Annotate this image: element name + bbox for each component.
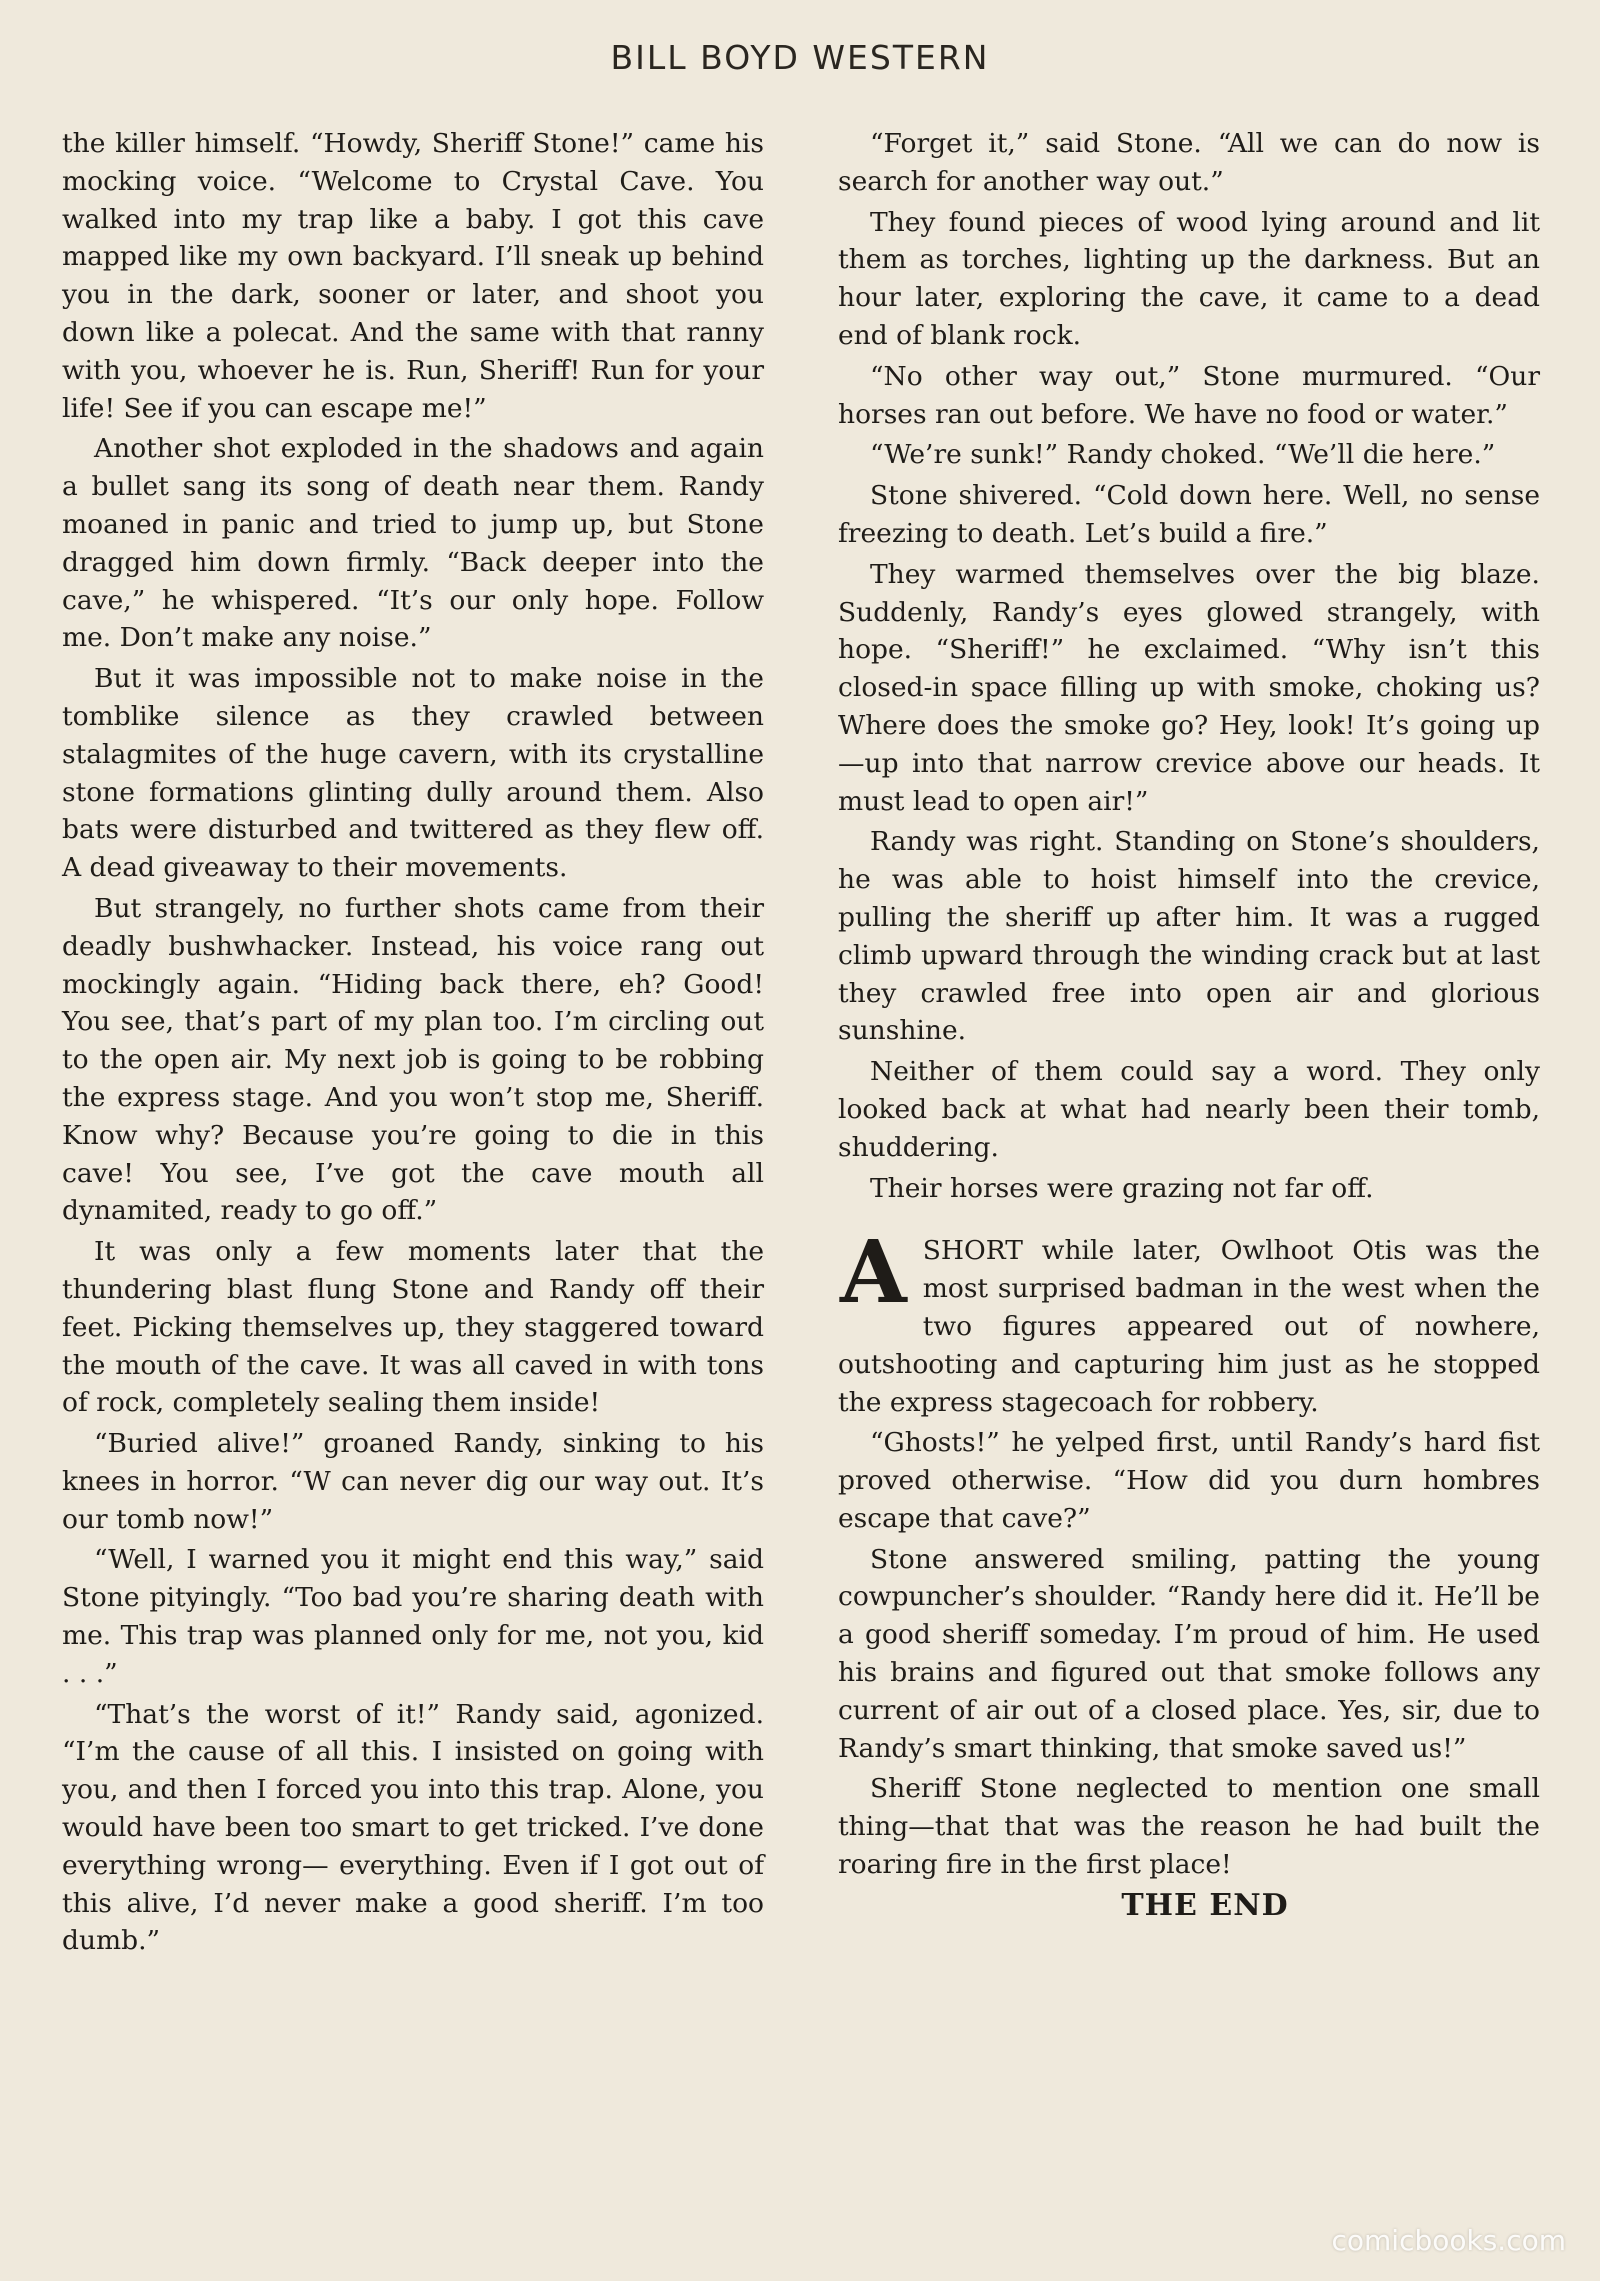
story-paragraph: Neither of them could say a word. They only looked back at what had nearly been their tomb, shuddering. <box>838 1056 1540 1163</box>
story-paragraph: They found pieces of wood lying around and lit them as torches, lighting up the darkness. But an hour later, exploring the cave, it came to a dead end of blank rock. <box>838 206 1540 351</box>
dropcap-paragraph-text: SHORT while later, Owlhoot Otis was the most surprised badman in the west when the two figures appeared out of nowhere, outshooting and capturing him just as he stopped the express stagecoach for robbery. <box>838 1235 1540 1418</box>
dropcap-paragraph <box>838 1222 1540 1421</box>
story-paragraph: Sheriff Stone neglected to mention one small thing—that that was the reason he had built the roaring fire in the first place! <box>838 1773 1540 1881</box>
right-text-column <box>838 125 1540 1928</box>
story-paragraph: “No other way out,” Stone murmured. “Our horses ran out before. We have no food or water.” <box>838 360 1540 430</box>
story-paragraph: Stone shivered. “Cold down here. Well, no sense freezing to death. Let’s build a fire.” <box>838 480 1540 549</box>
story-paragraph: “We’re sunk!” Randy choked. “We’ll die here.” <box>870 439 1496 471</box>
story-paragraph: the killer himself. “Howdy, Sheriff Stone!” came his mocking voice. “Welcome to Crystal Cave. You walked into my trap like a baby. I got this cave mapped like my own backyard. I’ll sneak up behind you in the dark, sooner or later, and shoot you down like a polecat. And the same with that ranny with you, whoever he is. Run, Sheriff! Run for your life! See if you can escape me!” <box>62 128 764 424</box>
story-paragraph: They warmed themselves over the big blaze. Suddenly, Randy’s eyes glowed strangely, with hope. “Sheriff!” he exclaimed. “Why isn’t this closed-in space filling up with smoke, choking us? Where does the smoke go? Hey, look! It’s going up—up into that narrow crevice above our heads. It must lead to open air!” <box>838 558 1540 817</box>
story-paragraph: Another shot exploded in the shadows and again a bullet sang its song of death near them. Randy moaned in panic and tried to jump up, but Stone dragged him down firmly. “Back deeper into the cave,” he whispered. “It’s our only hope. Follow me. Don’t make any noise.” <box>62 433 764 654</box>
story-paragraph: “Ghosts!” he yelped first, until Randy’s hard fist proved otherwise. “How did you durn hombres escape that cave?” <box>838 1427 1540 1534</box>
story-paragraph: It was only a few moments later that the thundering blast flung Stone and Randy off their feet. Picking themselves up, they staggered toward the mouth of the cave. It was all caved in with tons of rock, completely sealing them inside! <box>62 1236 764 1419</box>
the-end-label: THE END <box>1121 1887 1289 1923</box>
left-text-column <box>62 125 764 1963</box>
story-paragraph: But it was impossible not to make noise in the tomblike silence as they crawled between stalagmites of the huge cavern, with its crystalline stone formations glinting dully around them. Also bats were disturbed and twittered as they flew off. A dead giveaway to their movements. <box>62 663 764 884</box>
story-paragraph: Stone answered smiling, patting the young cowpuncher’s shoulder. “Randy here did it. He’ll be a good sheriff someday. I’m proud of him. He used his brains and figured out that smoke follows any current of air out of a closed place. Yes, sir, due to Randy’s smart thinking, that smoke saved us!” <box>838 1543 1540 1764</box>
story-paragraph: “That’s the worst of it!” Randy said, agonized. “I’m the cause of all this. I insisted on going with you, and then I forced you into this trap. Alone, you would have been too smart to get tricked. I’ve done everything wrong— everything. Even if I got out of this alive, I’d never make a good sheriff. I’m too dumb.” <box>62 1698 764 1957</box>
story-paragraph: “Forget it,” said Stone. “All we can do now is search for another way out.” <box>838 128 1540 197</box>
story-paragraph: Randy was right. Standing on Stone’s shoulders, he was able to hoist himself into the crevice, pulling the sheriff up after him. It was a rugged climb upward through the winding crack but at last they crawled free into open air and glorious sunshine. <box>838 826 1540 1047</box>
story-paragraph: “Well, I warned you it might end this way,” said Stone pityingly. “Too bad you’re sharing death with me. This trap was planned only for me, not you, kid . . .” <box>62 1544 764 1689</box>
drop-cap-letter: A <box>840 1222 907 1324</box>
site-watermark: comicbooks.com <box>1331 2224 1566 2257</box>
section-break <box>838 1210 1540 1232</box>
story-paragraph: But strangely, no further shots came from their deadly bushwhacker. Instead, his voice rang out mockingly again. “Hiding back there, eh? Good! You see, that’s part of my plan too. I’m circling out to the open air. My next job is going to be robbing the express stage. And you won’t stop me, Sheriff. Know why? Because you’re going to die in this cave! You see, I’ve got the cave mouth all dynamited, ready to go off.” <box>62 892 764 1227</box>
page-header-title: BILL BOYD WESTERN <box>610 38 990 77</box>
story-paragraph: Their horses were grazing not far off. <box>870 1172 1374 1204</box>
story-paragraph: “Buried alive!” groaned Randy, sinking to his knees in horror. “W can never dig our way out. It’s our tomb now!” <box>62 1428 764 1535</box>
